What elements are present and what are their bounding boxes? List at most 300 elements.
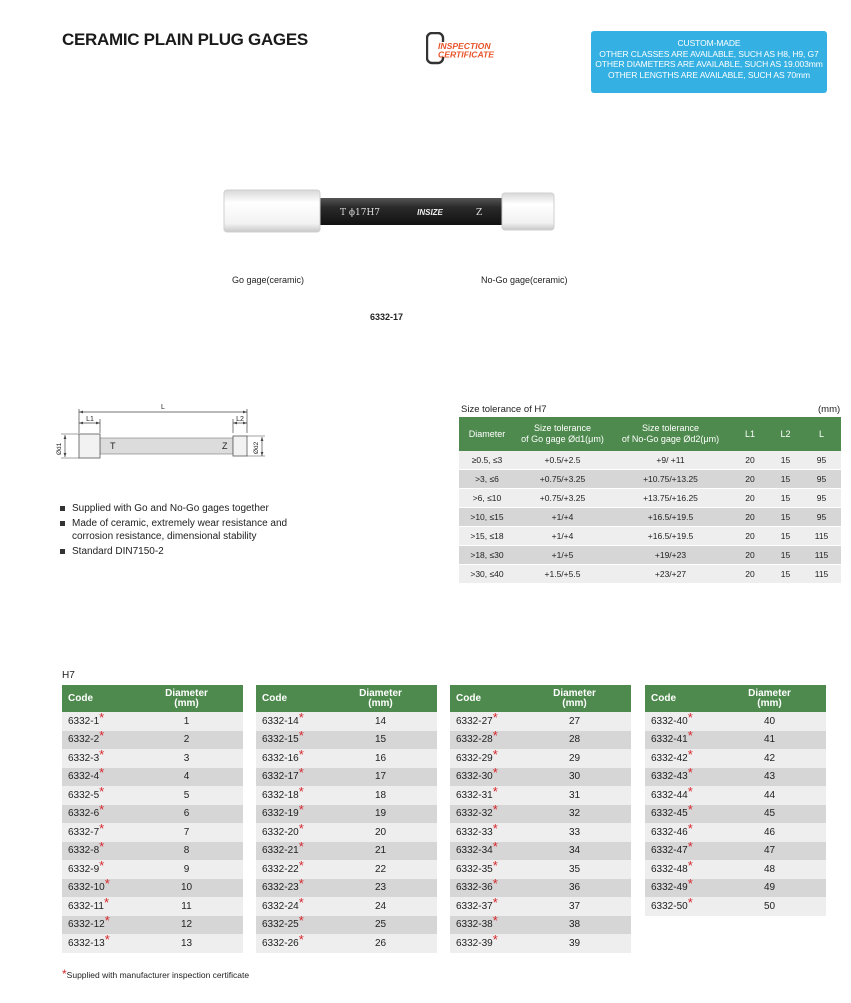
code-table <box>62 685 243 953</box>
diameter-cell: 45 <box>713 805 826 824</box>
diameter-cell: 31 <box>518 786 631 805</box>
tolerance-row <box>459 546 841 565</box>
code-cell: 6332-21* <box>256 842 324 861</box>
diameter-cell: 23 <box>324 879 437 898</box>
l1-cell: 20 <box>731 546 769 565</box>
table-row <box>256 749 437 768</box>
code-cell: 6332-25* <box>256 916 324 935</box>
asterisk-icon: * <box>99 802 105 818</box>
table-row <box>256 768 437 787</box>
asterisk-icon: * <box>492 746 498 762</box>
l-cell: 95 <box>802 508 841 527</box>
l2-cell: 15 <box>769 451 802 470</box>
diameter-cell: 43 <box>713 768 826 787</box>
code-cell: 6332-39* <box>450 934 518 953</box>
custom-line: OTHER LENGTHS ARE AVAILABLE, SUCH AS 70mm <box>607 69 810 80</box>
code-header-row <box>645 685 826 712</box>
table-row <box>450 897 631 916</box>
go-tolerance-cell: +1.5/+5.5 <box>515 565 610 584</box>
table-row <box>645 805 826 824</box>
asterisk-icon: * <box>492 839 498 855</box>
asterisk-icon: * <box>298 746 304 762</box>
diameter-cell: 40 <box>713 712 826 731</box>
diameter-cell: 26 <box>324 934 437 953</box>
tolerance-row <box>459 451 841 470</box>
diameter-cell: 16 <box>324 749 437 768</box>
drawing-nogo-end <box>233 436 247 456</box>
code-cell: 6332-29* <box>450 749 518 768</box>
table-row <box>62 786 243 805</box>
asterisk-icon: * <box>99 709 105 725</box>
code-cell: 6332-1* <box>62 712 130 731</box>
code-cell: 6332-14* <box>256 712 324 731</box>
custom-line: OTHER DIAMETERS ARE AVAILABLE, SUCH AS 19.003mm <box>595 59 823 69</box>
table-row <box>256 860 437 879</box>
table-row <box>62 916 243 935</box>
diameter-cell: >15, ≤18 <box>459 527 515 546</box>
l1-cell: 20 <box>731 527 769 546</box>
diameter-cell: 17 <box>324 768 437 787</box>
diameter-cell: 13 <box>130 934 243 953</box>
tolerance-unit: (mm) <box>818 404 841 415</box>
table-row <box>450 879 631 898</box>
code-cell: 6332-47* <box>645 842 713 861</box>
asterisk-icon: * <box>492 709 498 725</box>
code-cell: 6332-4* <box>62 768 130 787</box>
logo-text-line1: INSPECTION <box>438 41 491 51</box>
model-number: 6332-17 <box>370 312 404 322</box>
go-tolerance-cell: +1/+5 <box>515 546 610 565</box>
asterisk-icon: * <box>687 783 693 799</box>
table-row <box>62 860 243 879</box>
table-row <box>645 731 826 750</box>
diameter-cell: 18 <box>324 786 437 805</box>
gage-brand: INSIZE <box>417 208 443 217</box>
diameter-cell: 1 <box>130 712 243 731</box>
l1-cell: 20 <box>731 565 769 584</box>
code-table <box>450 685 631 953</box>
table-row <box>450 805 631 824</box>
table-row <box>645 879 826 898</box>
code-cell: 6332-37* <box>450 897 518 916</box>
asterisk-icon: * <box>492 931 498 947</box>
table-row <box>62 712 243 731</box>
code-cell: 6332-6* <box>62 805 130 824</box>
code-cell: 6332-49* <box>645 879 713 898</box>
col-code: Code <box>62 685 130 712</box>
diameter-cell: >10, ≤15 <box>459 508 515 527</box>
bullet-icon <box>60 506 65 511</box>
table-row <box>645 749 826 768</box>
asterisk-icon: * <box>687 894 693 910</box>
l2-cell: 15 <box>769 565 802 584</box>
diameter-cell: 32 <box>518 805 631 824</box>
go-tolerance-cell: +1/+4 <box>515 527 610 546</box>
l2-cell: 15 <box>769 546 802 565</box>
l1-cell: 20 <box>731 489 769 508</box>
class-label: H7 <box>62 670 75 681</box>
table-row <box>450 749 631 768</box>
product-photo <box>218 186 560 236</box>
code-cell: 6332-31* <box>450 786 518 805</box>
table-row <box>450 731 631 750</box>
nogo-gage-end <box>502 193 554 230</box>
col-l: L <box>802 417 841 451</box>
table-row <box>256 897 437 916</box>
diameter-cell: 34 <box>518 842 631 861</box>
table-row <box>450 712 631 731</box>
asterisk-icon: * <box>104 913 110 929</box>
code-cell: 6332-45* <box>645 805 713 824</box>
table-row <box>62 879 243 898</box>
code-cell: 6332-32* <box>450 805 518 824</box>
code-cell: 6332-9* <box>62 860 130 879</box>
asterisk-icon: * <box>492 802 498 818</box>
asterisk-icon: * <box>492 857 498 873</box>
asterisk-icon: * <box>492 820 498 836</box>
col-go-tolerance: Size tolerance of Go gage Ød1(μm) <box>515 417 610 451</box>
diameter-cell: 12 <box>130 916 243 935</box>
col-diameter: Diameter (mm) <box>324 685 437 712</box>
tolerance-table <box>459 417 841 584</box>
bullet-icon <box>60 549 65 554</box>
drawing-T: T <box>110 441 116 451</box>
code-cell: 6332-20* <box>256 823 324 842</box>
table-row <box>62 731 243 750</box>
diameter-cell: 4 <box>130 768 243 787</box>
table-row <box>256 712 437 731</box>
asterisk-icon: * <box>99 746 105 762</box>
asterisk-icon: * <box>298 839 304 855</box>
diameter-cell: 27 <box>518 712 631 731</box>
code-cell: 6332-22* <box>256 860 324 879</box>
table-row <box>62 749 243 768</box>
diameter-cell: 48 <box>713 860 826 879</box>
diameter-cell: 14 <box>324 712 437 731</box>
table-row <box>62 842 243 861</box>
l2-cell: 15 <box>769 489 802 508</box>
diameter-cell: 35 <box>518 860 631 879</box>
code-cell: 6332-43* <box>645 768 713 787</box>
diameter-cell: 44 <box>713 786 826 805</box>
dim-L1: L1 <box>86 416 94 423</box>
asterisk-icon: * <box>99 765 105 781</box>
l-cell: 115 <box>802 527 841 546</box>
diameter-cell: 28 <box>518 731 631 750</box>
asterisk-icon: * <box>298 709 304 725</box>
go-tolerance-cell: +1/+4 <box>515 508 610 527</box>
table-row <box>450 768 631 787</box>
dim-L: L <box>161 404 165 411</box>
l1-cell: 20 <box>731 470 769 489</box>
gage-marking-right: Z <box>476 208 483 218</box>
nogo-tolerance-cell: +13.75/+16.25 <box>610 489 731 508</box>
diameter-cell: 38 <box>518 916 631 935</box>
col-diameter: Diameter (mm) <box>518 685 631 712</box>
asterisk-icon: * <box>687 765 693 781</box>
diameter-cell: 24 <box>324 897 437 916</box>
code-cell: 6332-44* <box>645 786 713 805</box>
diameter-cell: 3 <box>130 749 243 768</box>
l2-cell: 15 <box>769 470 802 489</box>
code-cell: 6332-2* <box>62 731 130 750</box>
code-cell: 6332-26* <box>256 934 324 953</box>
tolerance-row <box>459 489 841 508</box>
feature-item: Made of ceramic, extremely wear resistance and corrosion resistance, dimensional stability <box>60 517 287 543</box>
diameter-cell: 6 <box>130 805 243 824</box>
tolerance-row <box>459 470 841 489</box>
feature-item: Standard DIN7150-2 <box>60 545 287 558</box>
dim-d1: Ød1 <box>56 442 63 455</box>
code-cell: 6332-18* <box>256 786 324 805</box>
table-row <box>645 712 826 731</box>
drawing-handle <box>100 438 233 454</box>
code-cell: 6332-33* <box>450 823 518 842</box>
code-header-row <box>450 685 631 712</box>
code-cell: 6332-38* <box>450 916 518 935</box>
diameter-cell: 30 <box>518 768 631 787</box>
code-cell: 6332-10* <box>62 879 130 898</box>
asterisk-icon: * <box>687 839 693 855</box>
diameter-cell: >3, ≤6 <box>459 470 515 489</box>
asterisk-icon: * <box>99 839 105 855</box>
diameter-cell: 41 <box>713 731 826 750</box>
diameter-cell: 21 <box>324 842 437 861</box>
asterisk-icon: * <box>62 967 67 981</box>
code-cell: 6332-24* <box>256 897 324 916</box>
diameter-cell: 19 <box>324 805 437 824</box>
diameter-cell: 37 <box>518 897 631 916</box>
custom-line: OTHER CLASSES ARE AVAILABLE, SUCH AS H8, H9, G7 <box>599 48 819 59</box>
diameter-cell: 25 <box>324 916 437 935</box>
col-nogo-tolerance: Size tolerance of No-Go gage Ød2(μm) <box>610 417 731 451</box>
tolerance-row <box>459 508 841 527</box>
table-row <box>256 731 437 750</box>
asterisk-icon: * <box>687 709 693 725</box>
code-cell: 6332-13* <box>62 934 130 953</box>
nogo-tolerance-cell: +23/+27 <box>610 565 731 584</box>
diameter-cell: >6, ≤10 <box>459 489 515 508</box>
nogo-tolerance-cell: +16.5/+19.5 <box>610 527 731 546</box>
diameter-cell: 42 <box>713 749 826 768</box>
code-cell: 6332-48* <box>645 860 713 879</box>
table-row <box>256 879 437 898</box>
feature-list <box>60 502 287 558</box>
code-cell: 6332-34* <box>450 842 518 861</box>
asterisk-icon: * <box>492 913 498 929</box>
code-header-row <box>62 685 243 712</box>
asterisk-icon: * <box>492 765 498 781</box>
diameter-cell: 11 <box>130 897 243 916</box>
code-cell: 6332-50* <box>645 897 713 916</box>
gage-marking-left: T ϕ17H7 <box>340 208 381 218</box>
code-cell: 6332-16* <box>256 749 324 768</box>
feature-item: Supplied with Go and No-Go gages together <box>60 502 287 515</box>
table-row <box>450 786 631 805</box>
asterisk-icon: * <box>492 783 498 799</box>
diameter-cell: 33 <box>518 823 631 842</box>
code-cell: 6332-15* <box>256 731 324 750</box>
diameter-cell: 10 <box>130 879 243 898</box>
asterisk-icon: * <box>104 931 110 947</box>
diameter-cell: 29 <box>518 749 631 768</box>
asterisk-icon: * <box>99 728 105 744</box>
code-cell: 6332-12* <box>62 916 130 935</box>
l1-cell: 20 <box>731 451 769 470</box>
diameter-cell: 50 <box>713 897 826 916</box>
asterisk-icon: * <box>298 857 304 873</box>
code-cell: 6332-28* <box>450 731 518 750</box>
diameter-cell: 47 <box>713 842 826 861</box>
nogo-tolerance-cell: +9/ +11 <box>610 451 731 470</box>
nogo-tolerance-cell: +16.5/+19.5 <box>610 508 731 527</box>
table-row <box>645 823 826 842</box>
asterisk-icon: * <box>298 765 304 781</box>
col-diameter: Diameter (mm) <box>130 685 243 712</box>
drawing-Z: Z <box>222 441 228 451</box>
code-cell: 6332-7* <box>62 823 130 842</box>
table-row <box>256 823 437 842</box>
asterisk-icon: * <box>298 728 304 744</box>
l2-cell: 15 <box>769 508 802 527</box>
footnote: *Supplied with manufacturer inspection certificate <box>62 967 250 981</box>
asterisk-icon: * <box>99 857 105 873</box>
table-row <box>256 805 437 824</box>
l1-cell: 20 <box>731 508 769 527</box>
asterisk-icon: * <box>687 728 693 744</box>
table-row <box>62 897 243 916</box>
table-row <box>450 842 631 861</box>
dim-d2: Ød2 <box>253 441 260 454</box>
asterisk-icon: * <box>687 820 693 836</box>
go-gage-end <box>224 190 320 232</box>
code-cell: 6332-35* <box>450 860 518 879</box>
table-row <box>256 842 437 861</box>
l-cell: 115 <box>802 546 841 565</box>
tolerance-caption: Size tolerance of H7 <box>461 404 547 415</box>
col-code: Code <box>645 685 713 712</box>
custom-made-box <box>591 31 827 93</box>
table-row <box>450 916 631 935</box>
diameter-cell: 15 <box>324 731 437 750</box>
code-header-row <box>256 685 437 712</box>
l-cell: 115 <box>802 565 841 584</box>
asterisk-icon: * <box>298 894 304 910</box>
table-row <box>645 897 826 916</box>
diameter-cell: 49 <box>713 879 826 898</box>
col-code: Code <box>256 685 324 712</box>
col-diameter: Diameter <box>459 417 515 451</box>
bullet-icon <box>60 521 65 526</box>
custom-line: CUSTOM-MADE <box>677 38 741 48</box>
asterisk-icon: * <box>103 894 110 910</box>
page-title: CERAMIC PLAIN PLUG GAGES <box>62 30 308 49</box>
asterisk-icon: * <box>492 728 498 744</box>
code-cell: 6332-11* <box>62 897 130 916</box>
asterisk-icon: * <box>298 802 304 818</box>
diameter-cell: 7 <box>130 823 243 842</box>
diameter-cell: 8 <box>130 842 243 861</box>
code-cell: 6332-40* <box>645 712 713 731</box>
diameter-cell: 22 <box>324 860 437 879</box>
col-code: Code <box>450 685 518 712</box>
diameter-cell: 5 <box>130 786 243 805</box>
code-cell: 6332-36* <box>450 879 518 898</box>
col-diameter: Diameter (mm) <box>713 685 826 712</box>
tolerance-row <box>459 565 841 584</box>
table-row <box>62 805 243 824</box>
asterisk-icon: * <box>298 820 304 836</box>
code-table <box>645 685 826 916</box>
asterisk-icon: * <box>687 802 693 818</box>
diameter-cell: 20 <box>324 823 437 842</box>
go-gage-caption: Go gage(ceramic) <box>232 275 305 285</box>
table-row <box>645 768 826 787</box>
code-cell: 6332-46* <box>645 823 713 842</box>
asterisk-icon: * <box>298 913 304 929</box>
asterisk-icon: * <box>687 746 693 762</box>
diameter-cell: 2 <box>130 731 243 750</box>
diameter-cell: 39 <box>518 934 631 953</box>
tolerance-row <box>459 527 841 546</box>
diameter-cell: 46 <box>713 823 826 842</box>
go-tolerance-cell: +0.75/+3.25 <box>515 470 610 489</box>
diameter-cell: >18, ≤30 <box>459 546 515 565</box>
asterisk-icon: * <box>99 820 105 836</box>
asterisk-icon: * <box>687 857 693 873</box>
table-row <box>450 823 631 842</box>
table-row <box>450 860 631 879</box>
drawing-go-end <box>79 434 100 458</box>
nogo-gage-caption: No-Go gage(ceramic) <box>481 275 568 285</box>
table-row <box>645 842 826 861</box>
code-cell: 6332-27* <box>450 712 518 731</box>
tolerance-header-row <box>459 417 841 451</box>
col-l1: L1 <box>731 417 769 451</box>
l-cell: 95 <box>802 451 841 470</box>
diameter-cell: 36 <box>518 879 631 898</box>
nogo-tolerance-cell: +10.75/+13.25 <box>610 470 731 489</box>
col-l2: L2 <box>769 417 802 451</box>
table-row <box>62 934 243 953</box>
asterisk-icon: * <box>492 876 498 892</box>
code-cell: 6332-17* <box>256 768 324 787</box>
diameter-cell: 9 <box>130 860 243 879</box>
asterisk-icon: * <box>298 931 304 947</box>
code-table <box>256 685 437 953</box>
l-cell: 95 <box>802 470 841 489</box>
table-row <box>256 934 437 953</box>
table-row <box>62 768 243 787</box>
asterisk-icon: * <box>298 876 304 892</box>
asterisk-icon: * <box>687 876 693 892</box>
code-cell: 6332-23* <box>256 879 324 898</box>
go-tolerance-cell: +0.75/+3.25 <box>515 489 610 508</box>
l2-cell: 15 <box>769 527 802 546</box>
inspection-certificate-logo <box>426 32 526 66</box>
table-row <box>450 934 631 953</box>
asterisk-icon: * <box>298 783 304 799</box>
table-row <box>62 823 243 842</box>
l-cell: 95 <box>802 489 841 508</box>
diameter-cell: >30, ≤40 <box>459 565 515 584</box>
asterisk-icon: * <box>492 894 498 910</box>
code-cell: 6332-19* <box>256 805 324 824</box>
table-row <box>256 786 437 805</box>
table-row <box>256 916 437 935</box>
code-cell: 6332-30* <box>450 768 518 787</box>
nogo-tolerance-cell: +19/+23 <box>610 546 731 565</box>
